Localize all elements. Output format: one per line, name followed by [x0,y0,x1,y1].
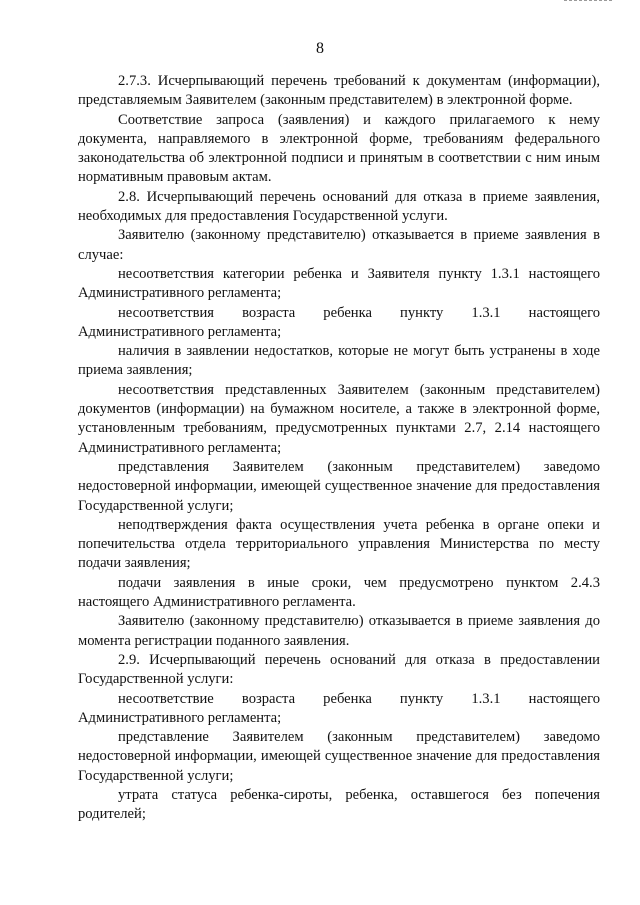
list-item: несоответствия категории ребенка и Заявителя пункту 1.3.1 настоящего Административного регламента; [78,265,600,302]
list-item: утрата статуса ребенка-сироты, ребенка, оставшегося без попечения родителей; [78,786,600,823]
paragraph: Заявителю (законному представителю) отказывается в приеме заявления в случае: [78,227,600,263]
list-item: представления Заявителем (законным представителем) заведомо недостоверной информации, имеющей существенное значение для предоставления Государственной услуги; [78,458,600,514]
list-item: несоответствия представленных Заявителем (законным представителем) документов (информации) на бумажном носителе, а также в электронной форме, установленным требованиям, предусмотренных пунктами 2.7, 2.14 настоящего Административного регламента; [78,381,600,456]
paragraph: Соответствие запроса (заявления) и каждого прилагаемого к нему документа, направляемого в электронной форме, требованиям федерального законодательства об электронной подписи и принятым в соответствии с ним иным нормативным правовым актам. [78,111,600,186]
list-item: подачи заявления в иные сроки, чем предусмотрено пунктом 2.4.3 настоящего Административного регламента. [78,574,600,611]
list-item: представление Заявителем (законным представителем) заведомо недостоверной информации, имеющей существенное значение для предоставления Государственной услуги; [78,729,600,784]
document-body [78,72,600,825]
list-item: несоответствие возраста ребенка пункту 1.3.1 настоящего Административного регламента; [78,690,600,726]
page-number: 8 [316,40,324,57]
scan-edge-mark [564,0,612,1]
paragraph-2-7-3: 2.7.3. Исчерпывающий перечень требований к документам (информации), представляемым Заявителем (законным представителем) в электронной форме. [78,73,600,109]
paragraph: Заявителю (законному представителю) отказывается в приеме заявления до момента регистрации поданного заявления. [78,613,600,649]
paragraph-2-8: 2.8. Исчерпывающий перечень оснований для отказа в приеме заявления, необходимых для предоставления Государственной услуги. [78,188,600,225]
list-item: наличия в заявлении недостатков, которые не могут быть устранены в ходе приема заявления; [78,343,600,379]
paragraph-2-9: 2.9. Исчерпывающий перечень оснований для отказа в предоставлении Государственной услуги: [78,651,600,688]
list-item: неподтверждения факта осуществления учета ребенка в органе опеки и попечительства отдела территориального управления Министерства по месту подачи заявления; [78,516,600,572]
list-item: несоответствия возраста ребенка пункту 1.3.1 настоящего Административного регламента; [78,304,600,340]
